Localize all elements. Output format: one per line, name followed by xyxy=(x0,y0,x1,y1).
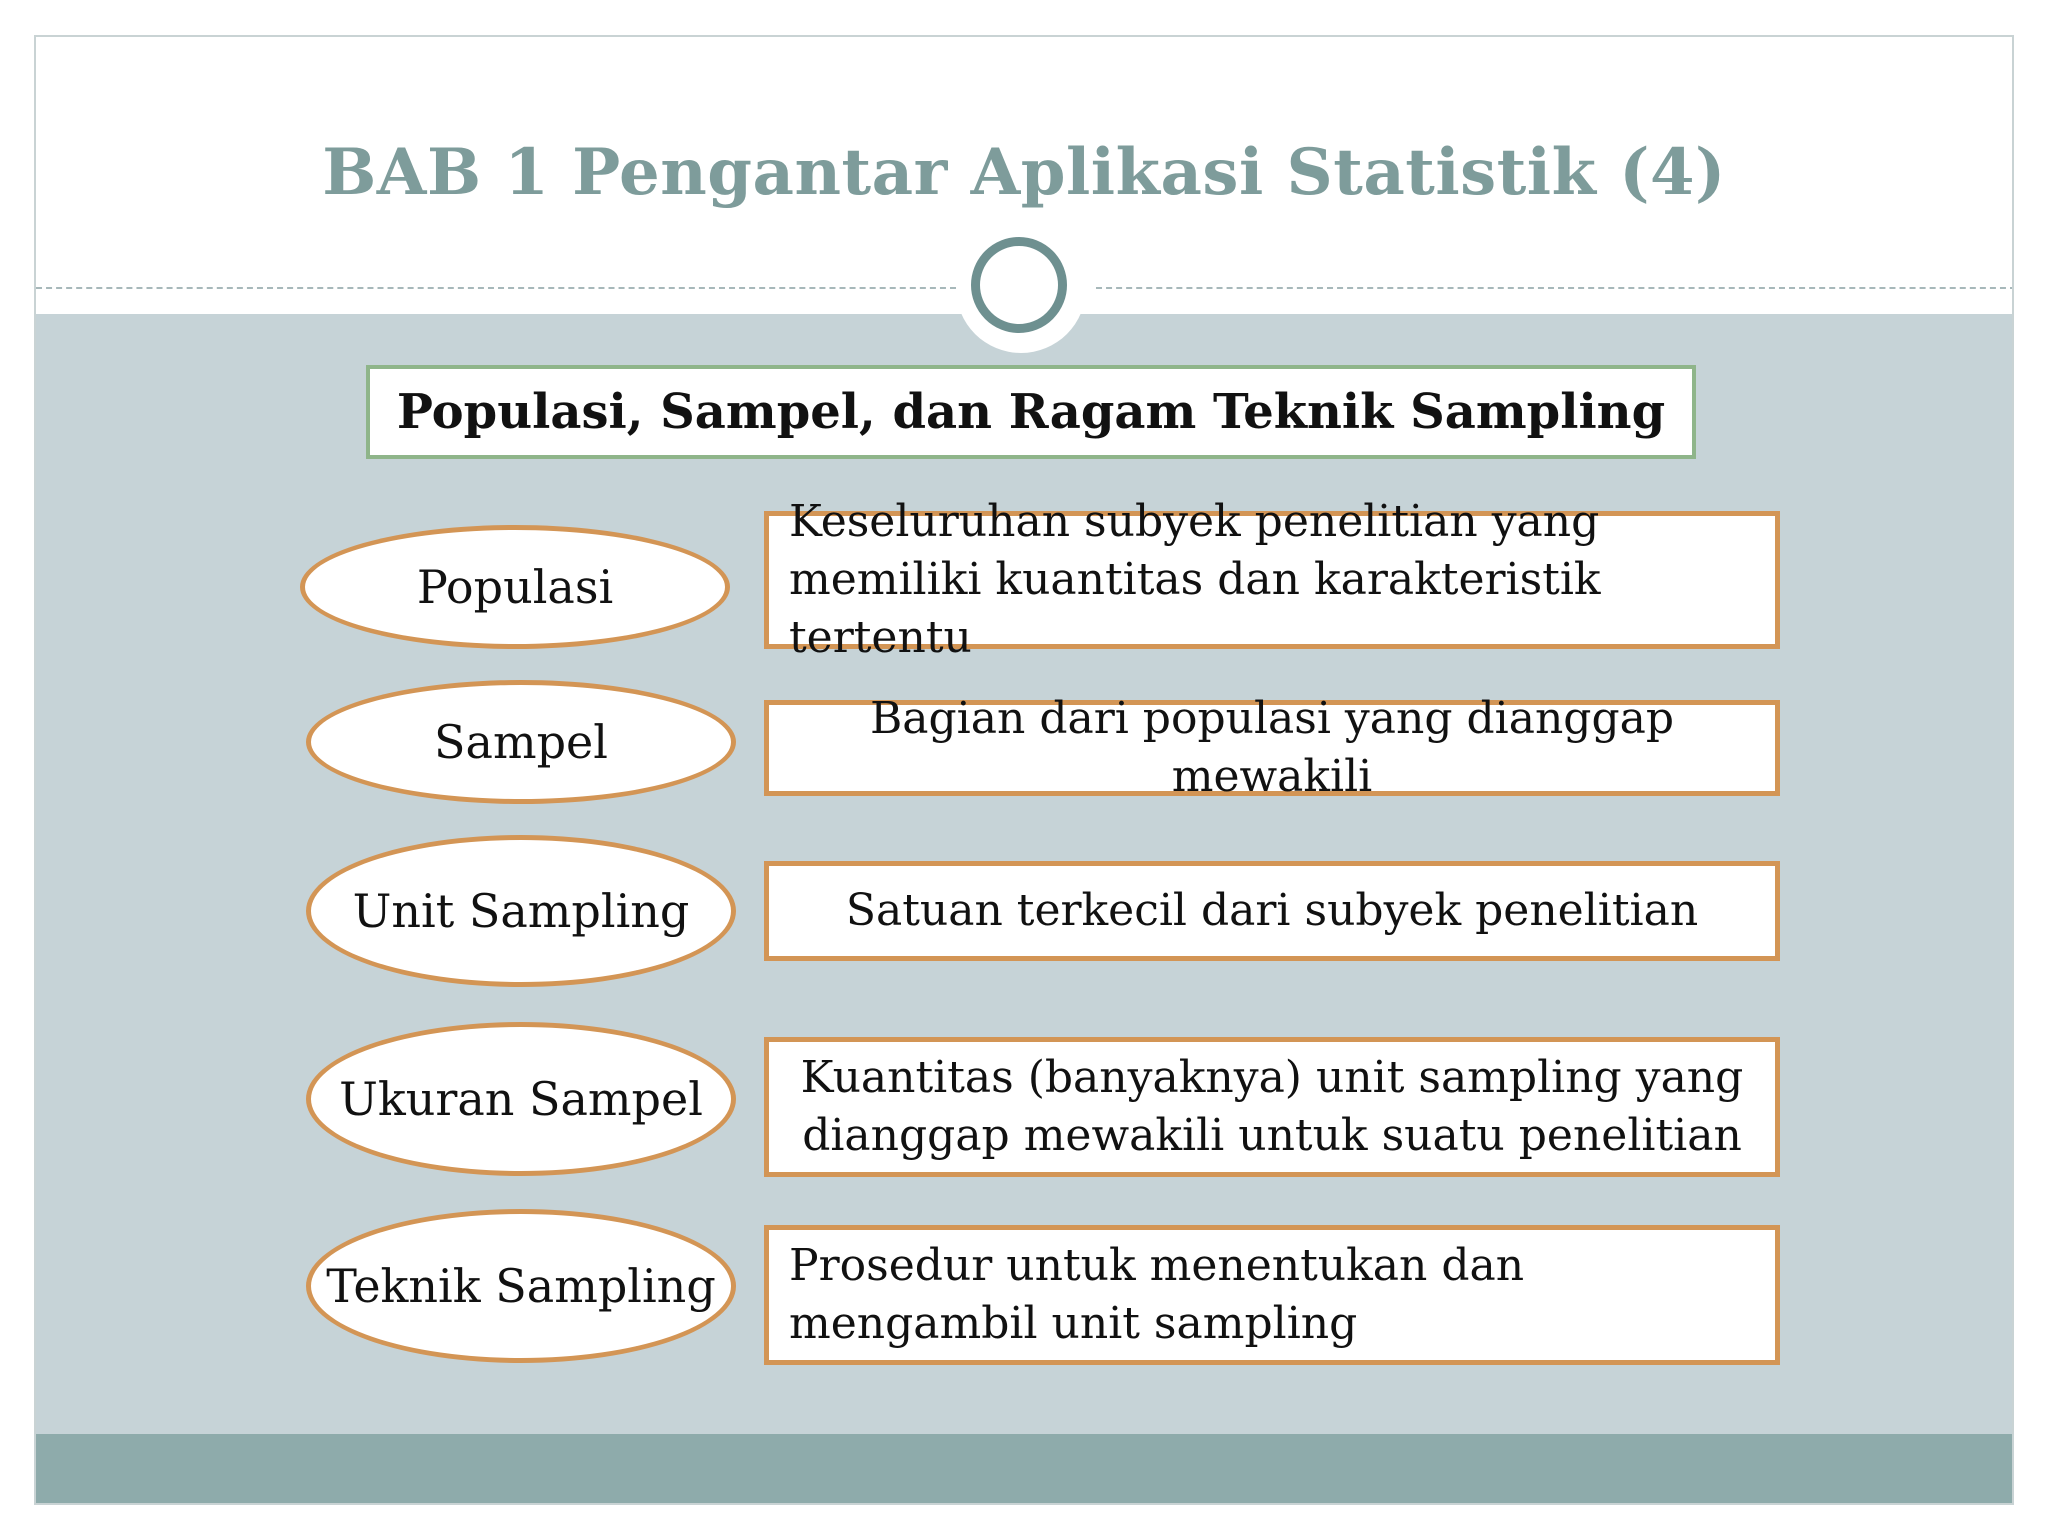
definition-box-populasi: Keseluruhan subyek penelitian yang memiliki kuantitas dan karakteristik tertentu xyxy=(764,511,1780,649)
divider-line-left xyxy=(36,287,956,289)
divider-line-right xyxy=(1096,287,2014,289)
definition-box-ukuran-sampel: Kuantitas (banyaknya) unit sampling yang dianggap mewakili untuk suatu penelitian xyxy=(764,1037,1780,1177)
term-oval-teknik-sampling: Teknik Sampling xyxy=(306,1209,736,1363)
ring-icon xyxy=(971,237,1067,333)
subtitle-box: Populasi, Sampel, dan Ragam Teknik Sampling xyxy=(366,365,1696,459)
term-oval-populasi: Populasi xyxy=(300,525,730,649)
definition-box-sampel: Bagian dari populasi yang dianggap mewakili xyxy=(764,700,1780,796)
footer-band xyxy=(36,1434,2012,1505)
slide-title: BAB 1 Pengantar Aplikasi Statistik (4) xyxy=(322,135,1726,210)
term-oval-ukuran-sampel: Ukuran Sampel xyxy=(306,1022,736,1176)
slide xyxy=(34,35,2014,1505)
definition-box-unit-sampling: Satuan terkecil dari subyek penelitian xyxy=(764,861,1780,961)
definition-box-teknik-sampling: Prosedur untuk menentukan dan mengambil unit sampling xyxy=(764,1225,1780,1365)
term-oval-unit-sampling: Unit Sampling xyxy=(306,835,736,987)
term-oval-sampel: Sampel xyxy=(306,680,736,804)
